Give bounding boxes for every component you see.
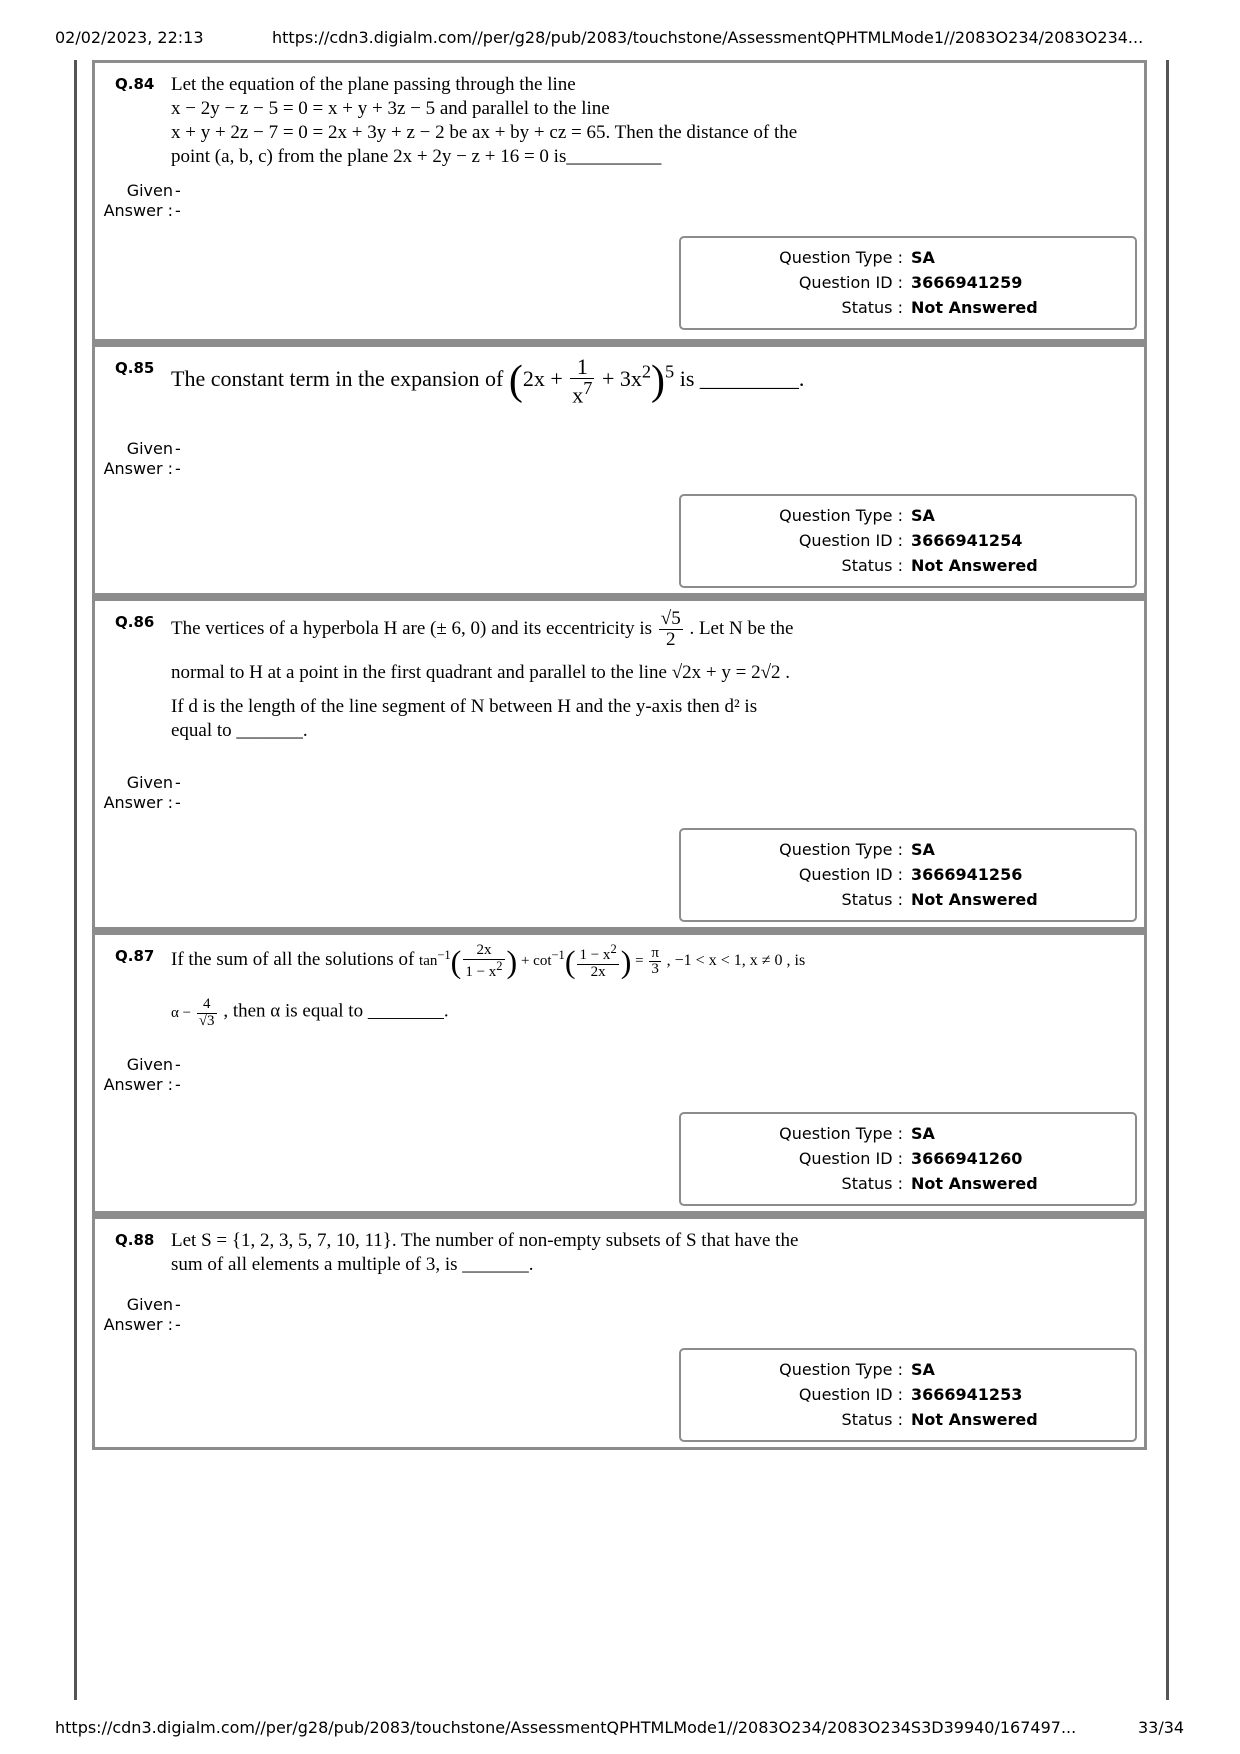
status-label: Status : [841, 890, 903, 909]
question-type-value: SA [911, 840, 935, 859]
answer-label: Answer : [103, 201, 173, 220]
question-id-label: Question ID : [798, 865, 903, 884]
question-id-value: 3666941253 [911, 1385, 1023, 1404]
question-line: sum of all elements a multiple of 3, is _______. [171, 1254, 534, 1275]
question-id-value: 3666941260 [911, 1149, 1023, 1168]
question-meta-box [679, 1348, 1137, 1442]
question-type-label: Question Type : [779, 840, 903, 859]
print-datetime: 02/02/2023, 22:13 [55, 28, 204, 47]
question-line: equal to _______. [171, 720, 308, 741]
given-label: Given [126, 1055, 173, 1074]
status-label: Status : [841, 1410, 903, 1429]
given-answer-value: -- [175, 181, 181, 220]
status-label: Status : [841, 298, 903, 317]
question-type-label: Question Type : [779, 1124, 903, 1143]
question-number: Q.84 [115, 75, 155, 93]
question-number: Q.87 [115, 947, 155, 965]
question-id-value: 3666941254 [911, 531, 1023, 550]
status-label: Status : [841, 556, 903, 575]
question-id-label: Question ID : [798, 1385, 903, 1404]
question-card-87 [92, 930, 1147, 1214]
question-meta-box [679, 828, 1137, 922]
status-value: Not Answered [911, 1174, 1038, 1193]
page-number: 33/34 [1138, 1718, 1185, 1737]
question-card-85 [92, 342, 1147, 596]
eccentricity-fraction: $\frac{√5}{2}$ [660, 608, 681, 650]
status-value: Not Answered [911, 298, 1038, 317]
question-line: x + y + 2z − 7 = 0 = 2x + 3y + z − 2 be ax + by + cz = 65. Then the distance of the [171, 122, 798, 143]
question-id-label: Question ID : [798, 273, 903, 292]
math-expression: √2x + y = 2√2 . [671, 662, 791, 683]
question-text [171, 609, 871, 743]
question-line: Let S = {1, 2, 3, 5, 7, 10, 11}. The number of non-empty subsets of S that have the [171, 1230, 799, 1251]
question-line: , then α is equal to ________. [223, 1000, 449, 1022]
given-answer-value: -- [175, 773, 181, 812]
question-type-label: Question Type : [779, 506, 903, 525]
question-type-value: SA [911, 1360, 935, 1379]
given-answer [103, 439, 181, 479]
print-footer-url: https://cdn3.digialm.com//per/g28/pub/2083/touchstone/AssessmentQPHTMLMode1//2083O234/2083O234S3D39940/167497... [55, 1718, 1077, 1737]
question-card-86 [92, 596, 1147, 930]
question-line: If the sum of all the solutions of [171, 949, 415, 971]
question-card-84 [92, 60, 1147, 342]
answer-label: Answer : [103, 459, 173, 478]
given-label: Given [126, 773, 173, 792]
question-text [171, 1229, 871, 1277]
question-line: Let the equation of the plane passing through the line [171, 74, 576, 95]
given-answer [103, 1055, 181, 1095]
page-frame-right [1166, 60, 1169, 1700]
question-id-value: 3666941256 [911, 865, 1023, 884]
question-text-before: The constant term in the expansion of [171, 365, 504, 391]
question-line: point (a, b, c) from the plane 2x + 2y − z + 16 = 0 is__________ [171, 146, 662, 167]
answer-label: Answer : [103, 1075, 173, 1094]
question-card-88 [92, 1214, 1147, 1450]
question-id-label: Question ID : [798, 1149, 903, 1168]
given-answer [103, 1295, 181, 1335]
question-line: The vertices of a hyperbola H are (± 6, 0) and its eccentricity is [171, 617, 653, 639]
print-header-url: https://cdn3.digialm.com//per/g28/pub/2083/touchstone/AssessmentQPHTMLMode1//2083O234/2083O234... [272, 28, 1144, 47]
question-type-label: Question Type : [779, 1360, 903, 1379]
answer-label: Answer : [103, 1315, 173, 1334]
given-label: Given [126, 181, 173, 200]
question-number: Q.85 [115, 359, 155, 377]
question-text [171, 73, 871, 169]
question-meta-box [679, 1112, 1137, 1206]
question-meta-box [679, 494, 1137, 588]
given-answer-value: -- [175, 1055, 181, 1094]
question-text [171, 943, 931, 1030]
question-line: If d is the length of the line segment of N between H and the y-axis then d² is [171, 696, 758, 717]
question-line: . Let N be the [689, 617, 794, 639]
question-number: Q.88 [115, 1231, 155, 1249]
math-expression: (2x + $\frac{1}{x^7}$ + $3x^2)^5$ [508, 354, 675, 408]
given-label: Given [126, 439, 173, 458]
status-value: Not Answered [911, 1410, 1038, 1429]
question-id-value: 3666941259 [911, 273, 1023, 292]
given-answer-value: -- [175, 439, 181, 478]
page-frame-left [74, 60, 77, 1700]
given-answer-value: -- [175, 1295, 181, 1334]
question-text-after: is _________. [679, 365, 805, 391]
math-expression: α − $\frac{4}{√3}$ [171, 996, 215, 1029]
given-answer [103, 773, 181, 813]
answer-label: Answer : [103, 793, 173, 812]
question-meta-box [679, 236, 1137, 330]
question-text [171, 355, 871, 407]
math-expression: $\tan^{-1}$( $\frac{2x}{1 - x^2}$ ) + $\cot^{-1}$( $\frac{1 - x^2}{2x}$ ) = $\frac{\pi}{3}$ [419, 942, 659, 980]
question-line: , −1 < x < 1, x ≠ 0 , is [666, 952, 806, 970]
given-label: Given [126, 1295, 173, 1314]
question-type-value: SA [911, 248, 935, 267]
question-line: x − 2y − z − 5 = 0 = x + y + 3z − 5 and parallel to the line [171, 98, 610, 119]
question-line: normal to H at a point in the first quadrant and parallel to the line [171, 662, 667, 683]
status-label: Status : [841, 1174, 903, 1193]
question-type-value: SA [911, 506, 935, 525]
status-value: Not Answered [911, 556, 1038, 575]
question-id-label: Question ID : [798, 531, 903, 550]
status-value: Not Answered [911, 890, 1038, 909]
given-answer [103, 181, 181, 221]
question-number: Q.86 [115, 613, 155, 631]
question-type-value: SA [911, 1124, 935, 1143]
question-type-label: Question Type : [779, 248, 903, 267]
